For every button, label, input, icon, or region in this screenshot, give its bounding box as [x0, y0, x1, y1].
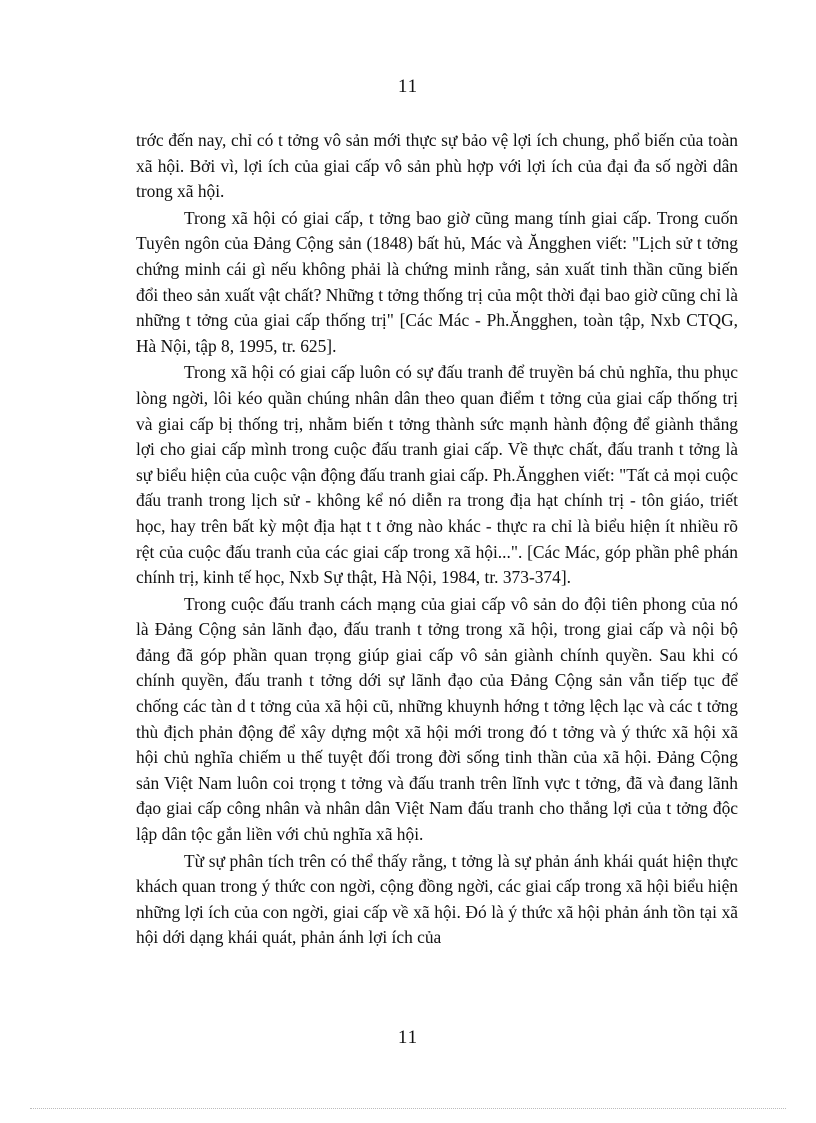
paragraph-4: Trong cuộc đấu tranh cách mạng của giai cấp vô sản do đội tiên phong của nó là Đảng Cộng sản lãnh đạo, đấu tranh t tởng trong xã hội, trong giai cấp và nội bộ đảng đã góp phần quan trọng giúp giai cấp vô sản giành chính quyền. Sau khi có chính quyền, đấu tranh t tởng dới sự lãnh đạo của Đảng Cộng sản vẫn tiếp tục để chống các tàn d t tởng của xã hội cũ, những khuynh hớng t tởng lệch lạc và các t tởng thù địch phản động để xây dựng một xã hội mới trong đó t tởng và ý thức xã hội xã hội chủ nghĩa chiếm u thế tuyệt đối trong đời sống tinh thần của xã hội. Đảng Cộng sản Việt Nam luôn coi trọng t tởng và đấu tranh trên lĩnh vực t tởng, đã và đang lãnh đạo giai cấp công nhân và nhân dân Việt Nam đấu tranh cho thắng lợi của t tởng độc lập dân tộc gắn liền với chủ nghĩa xã hội. [136, 593, 738, 845]
paragraph-1: trớc đến nay, chỉ có t tởng vô sản mới thực sự bảo vệ lợi ích chung, phổ biến của toàn xã hội. Bởi vì, lợi ích của giai cấp vô sản phù hợp với lợi ích của đại đa số ngời dân trong xã hội. [136, 130, 738, 202]
paragraph-5: Từ sự phân tích trên có thể thấy rằng, t tởng là sự phản ánh khái quát hiện thực khách quan trong ý thức con ngời, cộng đồng ngời, các giai cấp trong xã hội biểu hiện những lợi ích của con ngời, giai cấp về xã hội. Đó là ý thức xã hội phản ánh tồn tại xã hội dới dạng khái quát, phản ánh lợi ích của [136, 850, 738, 948]
page-number-bottom: 11 [397, 1027, 419, 1048]
page-number-top: 11 [397, 76, 419, 97]
paragraph-3: Trong xã hội có giai cấp luôn có sự đấu tranh để truyền bá chủ nghĩa, thu phục lòng ngời, lôi kéo quần chúng nhân dân theo quan điểm t tởng của giai cấp thống trị và giai cấp bị thống trị, nhằm biến t tởng thành sức mạnh hành động để giành thắng lợi cho giai cấp mình trong cuộc đấu tranh giai cấp. Về thực chất, đấu tranh t tởng là sự biểu hiện của cuộc vận động đấu tranh giai cấp. Ph.Ăngghen viết: "Tất cả mọi cuộc đấu tranh trong lịch sử - không kể nó diễn ra trong địa hạt chính trị - tôn giáo, triết học, hay trên bất kỳ một địa hạt t t ởng nào khác - thực ra chỉ là biểu hiện ít nhiều rõ rệt của cuộc đấu tranh của các giai cấp trong xã hội...". [Các Mác, góp phần phê phán chính trị, kinh tế học, Nxb Sự thật, Hà Nội, 1984, tr. 373-374]. [136, 362, 738, 588]
document-body [136, 128, 738, 951]
paragraph-2: Trong xã hội có giai cấp, t tởng bao giờ cũng mang tính giai cấp. Trong cuốn Tuyên ngôn của Đảng Cộng sản (1848) bất hủ, Mác và Ăngghen viết: "Lịch sử t tởng chứng minh cái gì nếu không phải là chứng minh rằng, sản xuất tinh thần cũng biến đổi theo sản xuất vật chất? Những t tởng thống trị của một thời đại bao giờ cũng chỉ là những t tởng của giai cấp thống trị" [Các Mác - Ph.Ăngghen, toàn tập, Nxb CTQG, Hà Nội, tập 8, 1995, tr. 625]. [136, 207, 738, 356]
page-bottom-divider [30, 1108, 786, 1109]
